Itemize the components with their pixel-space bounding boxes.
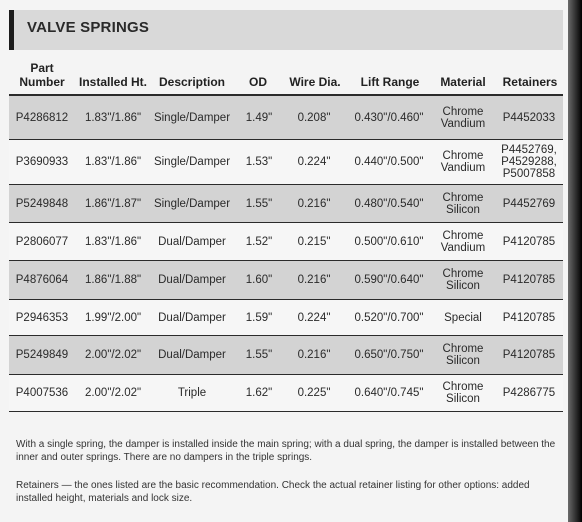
cell-od: 1.49" bbox=[245, 111, 273, 124]
cell-retainers: P4120785 bbox=[502, 349, 556, 361]
cell-part-number: P2946353 bbox=[15, 311, 69, 324]
cell-part-number: P5249848 bbox=[15, 197, 69, 210]
cell-part-number: P3690933 bbox=[15, 156, 69, 168]
cell-wire-dia: 0.224" bbox=[297, 156, 331, 168]
header-installed-ht: Installed Ht. bbox=[78, 75, 147, 89]
page-edge-shadow bbox=[568, 0, 582, 522]
header-material: Material bbox=[440, 75, 486, 89]
cell-wire-dia: 0.216" bbox=[297, 197, 331, 210]
cell-retainers: P4452033 bbox=[502, 111, 556, 124]
cell-lift-range: 0.500"/0.610" bbox=[354, 235, 424, 248]
cell-lift-range: 0.590"/0.640" bbox=[354, 274, 424, 286]
header-description: Description bbox=[158, 75, 225, 89]
cell-part-number: P4286812 bbox=[15, 111, 69, 124]
header-wire-dia: Wire Dia. bbox=[289, 75, 341, 89]
cell-od: 1.53" bbox=[245, 156, 273, 168]
cell-material: Chrome Vandium bbox=[440, 150, 486, 174]
cell-installed-ht: 1.83"/1.86" bbox=[84, 111, 142, 124]
cell-wire-dia: 0.208" bbox=[297, 111, 331, 124]
table-row bbox=[9, 375, 563, 412]
table-row bbox=[9, 261, 563, 300]
cell-installed-ht: 2.00"/2.02" bbox=[84, 349, 142, 361]
cell-od: 1.55" bbox=[245, 197, 273, 210]
header-lift-range: Lift Range bbox=[360, 75, 420, 89]
cell-part-number: P4876064 bbox=[15, 274, 69, 286]
cell-lift-range: 0.440"/0.500" bbox=[354, 156, 424, 168]
cell-lift-range: 0.430"/0.460" bbox=[354, 111, 424, 124]
cell-lift-range: 0.480"/0.540" bbox=[354, 197, 424, 210]
table-row bbox=[9, 96, 563, 140]
header-part-number: Part Number bbox=[19, 61, 65, 89]
cell-retainers: P4120785 bbox=[502, 235, 556, 248]
cell-retainers: P4452769, P4529288, P5007858 bbox=[501, 144, 557, 180]
cell-part-number: P4007536 bbox=[15, 387, 69, 399]
table-row bbox=[9, 300, 563, 336]
cell-material: Chrome Vandium bbox=[440, 229, 486, 254]
cell-retainers: P4120785 bbox=[502, 311, 556, 324]
cell-description: Dual/Damper bbox=[158, 349, 226, 361]
cell-wire-dia: 0.215" bbox=[297, 235, 331, 248]
cell-description: Single/Damper bbox=[153, 197, 231, 210]
cell-description: Dual/Damper bbox=[158, 274, 226, 286]
cell-material: Chrome Silicon bbox=[442, 268, 484, 292]
cell-material: Chrome Silicon bbox=[442, 381, 484, 405]
note-retainers: Retainers — the ones listed are the basic recommendation. Check the actual retainer listing for other options: added installed height, materials and lock size. bbox=[16, 480, 530, 504]
cell-wire-dia: 0.225" bbox=[297, 387, 331, 399]
cell-od: 1.52" bbox=[245, 235, 273, 248]
table-row bbox=[9, 140, 563, 185]
cell-material: Chrome Silicon bbox=[442, 191, 484, 216]
cell-wire-dia: 0.216" bbox=[297, 274, 331, 286]
page-title: VALVE SPRINGS bbox=[27, 19, 150, 36]
cell-lift-range: 0.520"/0.700" bbox=[354, 311, 424, 324]
cell-description: Single/Damper bbox=[153, 111, 231, 124]
cell-retainers: P4452769 bbox=[502, 197, 556, 210]
cell-installed-ht: 1.86"/1.88" bbox=[84, 274, 142, 286]
cell-installed-ht: 2.00"/2.02" bbox=[84, 387, 142, 399]
header-od: OD bbox=[249, 75, 267, 89]
cell-installed-ht: 1.99"/2.00" bbox=[84, 311, 142, 324]
cell-material: Special bbox=[444, 311, 482, 324]
cell-part-number: P5249849 bbox=[15, 349, 69, 361]
cell-wire-dia: 0.224" bbox=[297, 311, 331, 324]
cell-material: Chrome Vandium bbox=[440, 105, 486, 130]
cell-description: Dual/Damper bbox=[158, 311, 226, 324]
cell-description: Single/Damper bbox=[153, 156, 231, 168]
cell-od: 1.60" bbox=[245, 274, 273, 286]
cell-installed-ht: 1.83"/1.86" bbox=[84, 156, 142, 168]
cell-od: 1.59" bbox=[245, 311, 273, 324]
cell-description: Triple bbox=[177, 387, 207, 399]
cell-installed-ht: 1.86"/1.87" bbox=[84, 197, 142, 210]
cell-installed-ht: 1.83"/1.86" bbox=[84, 235, 142, 248]
cell-description: Dual/Damper bbox=[158, 235, 226, 248]
cell-od: 1.55" bbox=[245, 349, 273, 361]
note-dampers: With a single spring, the damper is installed inside the main spring; with a dual spring, the damper is installed between the inner and outer springs. There are no dampers in the triple springs. bbox=[16, 439, 556, 463]
table-row bbox=[9, 185, 563, 223]
cell-wire-dia: 0.216" bbox=[297, 349, 331, 361]
cell-od: 1.62" bbox=[245, 387, 273, 399]
cell-material: Chrome Silicon bbox=[442, 343, 484, 367]
cell-retainers: P4120785 bbox=[502, 274, 556, 286]
header-retainers: Retainers bbox=[502, 75, 558, 89]
table-row bbox=[9, 223, 563, 261]
cell-lift-range: 0.640"/0.745" bbox=[354, 387, 424, 399]
cell-retainers: P4286775 bbox=[502, 387, 556, 399]
cell-part-number: P2806077 bbox=[15, 235, 69, 248]
table-row bbox=[9, 336, 563, 375]
cell-lift-range: 0.650"/0.750" bbox=[354, 349, 424, 361]
